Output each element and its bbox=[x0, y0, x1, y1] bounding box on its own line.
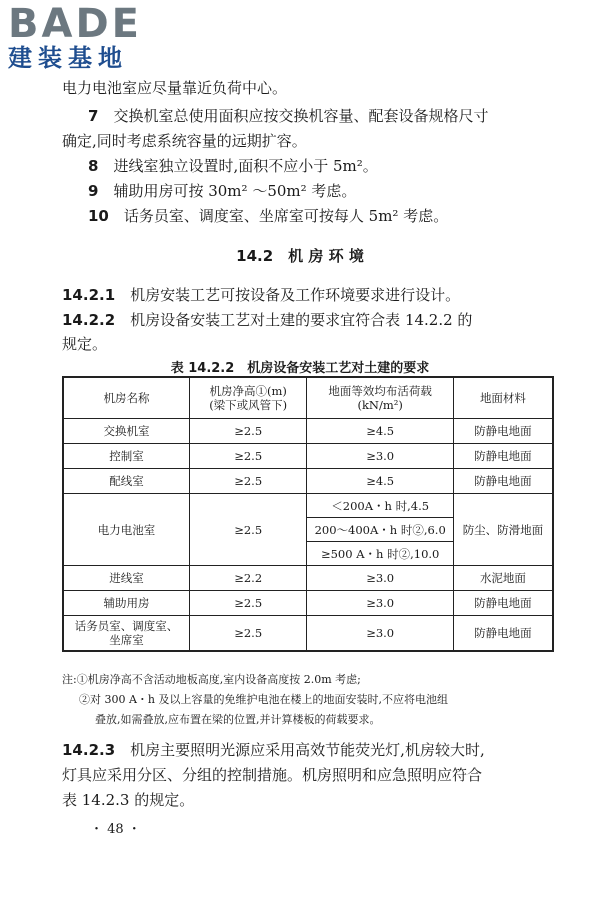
item-10 bbox=[88, 206, 448, 226]
item-10-number: 10 bbox=[88, 207, 109, 225]
cell-height: ≥2.5 bbox=[189, 419, 307, 444]
text-line-power-room: 电力电池室应尽量靠近负荷中心。 bbox=[62, 79, 288, 97]
clause-14-2-3-line2: 灯具应采用分区、分组的控制措施。机房照明和应急照明应符合 bbox=[62, 766, 483, 784]
cell-load-tier-3: ≥500 A・h 时②,10.0 bbox=[307, 542, 453, 566]
clause-14-2-3 bbox=[62, 740, 485, 760]
item-7-number: 7 bbox=[88, 107, 99, 125]
item-7-continued: 确定,同时考虑系统容量的远期扩容。 bbox=[62, 132, 307, 150]
logo-subtitle: 建装基地 bbox=[8, 44, 128, 72]
cell-floor: 防静电地面 bbox=[453, 419, 553, 444]
item-8-number: 8 bbox=[88, 157, 99, 175]
cell-height: ≥2.2 bbox=[189, 566, 307, 591]
clause-14-2-2-text: 机房设备安装工艺对土建的要求宜符合表 14.2.2 的 bbox=[130, 311, 473, 329]
cell-height: ≥2.5 bbox=[189, 469, 307, 494]
clause-14-2-1-text: 机房安装工艺可按设备及工作环境要求进行设计。 bbox=[130, 286, 461, 304]
cell-floor: 防静电地面 bbox=[453, 616, 553, 652]
table-row-battery bbox=[63, 494, 553, 518]
table-row bbox=[63, 444, 553, 469]
header-room-name: 机房名称 bbox=[63, 377, 189, 419]
cell-floor: 防静电地面 bbox=[453, 444, 553, 469]
table-title: 表 14.2.2 机房设备安装工艺对土建的要求 bbox=[170, 361, 430, 376]
cell-load-tier-2: 200～400A・h 时②,6.0 bbox=[307, 518, 453, 542]
table-row bbox=[63, 591, 553, 616]
item-10-text: 话务员室、调度室、坐席室可按每人 5m² 考虑。 bbox=[123, 207, 449, 225]
cell-load: ≥3.0 bbox=[307, 566, 453, 591]
requirements-table bbox=[62, 376, 554, 652]
publisher-logo bbox=[8, 1, 178, 72]
header-clear-height-line2: (梁下或风管下) bbox=[209, 398, 288, 412]
cell-room-name bbox=[63, 616, 189, 652]
table-note-1: 注:①机房净高不含活动地板高度,室内设备高度按 2.0m 考虑; bbox=[62, 673, 361, 686]
item-8-text: 进线室独立设置时,面积不应小于 5m²。 bbox=[113, 157, 378, 175]
clause-14-2-2-continued: 规定。 bbox=[62, 335, 108, 353]
cell-room-name: 配线室 bbox=[63, 469, 189, 494]
cell-room-name-line1: 话务员室、调度室、 bbox=[74, 619, 179, 633]
header-floor-load bbox=[307, 377, 453, 419]
header-clear-height-line1: 机房净高①(m) bbox=[209, 384, 287, 398]
item-9-text: 辅助用房可按 30m² ～50m² 考虑。 bbox=[113, 182, 357, 200]
item-7 bbox=[88, 106, 488, 126]
cell-floor: 防静电地面 bbox=[453, 591, 553, 616]
cell-floor: 防尘、防滑地面 bbox=[453, 494, 553, 566]
cell-room-name: 控制室 bbox=[63, 444, 189, 469]
item-9 bbox=[88, 181, 356, 201]
cell-room-name: 辅助用房 bbox=[63, 591, 189, 616]
section-heading: 14.2 机 房 环 境 bbox=[236, 247, 364, 265]
header-floor-load-line1: 地面等效均布活荷载 bbox=[328, 384, 432, 398]
table-row bbox=[63, 419, 553, 444]
cell-room-name-line2: 坐席室 bbox=[109, 633, 144, 647]
clause-14-2-2 bbox=[62, 310, 472, 330]
cell-load: ≥3.0 bbox=[307, 444, 453, 469]
cell-height: ≥2.5 bbox=[189, 616, 307, 652]
page-number: ・ 48 ・ bbox=[90, 822, 141, 837]
cell-room-name: 进线室 bbox=[63, 566, 189, 591]
cell-load: ≥4.5 bbox=[307, 469, 453, 494]
cell-load: ≥4.5 bbox=[307, 419, 453, 444]
cell-height: ≥2.5 bbox=[189, 494, 307, 566]
cell-load: ≥3.0 bbox=[307, 591, 453, 616]
header-floor-material: 地面材料 bbox=[453, 377, 553, 419]
table-row bbox=[63, 566, 553, 591]
item-9-number: 9 bbox=[88, 182, 99, 200]
cell-floor: 水泥地面 bbox=[453, 566, 553, 591]
cell-floor: 防静电地面 bbox=[453, 469, 553, 494]
cell-room-name: 电力电池室 bbox=[63, 494, 189, 566]
cell-height: ≥2.5 bbox=[189, 444, 307, 469]
clause-14-2-1-number: 14.2.1 bbox=[62, 286, 116, 304]
item-7-text: 交换机室总使用面积应按交换机容量、配套设备规格尺寸 bbox=[113, 107, 489, 125]
item-8 bbox=[88, 156, 378, 176]
clause-14-2-2-number: 14.2.2 bbox=[62, 311, 116, 329]
cell-height: ≥2.5 bbox=[189, 591, 307, 616]
cell-load-tier-1: ＜200A・h 时,4.5 bbox=[307, 494, 453, 518]
table-note-2-continued: 叠放,如需叠放,应布置在梁的位置,并计算楼板的荷载要求。 bbox=[95, 713, 381, 726]
cell-load: ≥3.0 bbox=[307, 616, 453, 652]
header-clear-height bbox=[189, 377, 307, 419]
logo-wordmark: BADE bbox=[8, 1, 142, 47]
table-note-2: ②对 300 A・h 及以上容量的免维护电池在楼上的地面安装时,不应将电池组 bbox=[79, 693, 449, 706]
clause-14-2-1 bbox=[62, 285, 460, 305]
clause-14-2-3-line3: 表 14.2.3 的规定。 bbox=[62, 791, 195, 809]
cell-room-name: 交换机室 bbox=[63, 419, 189, 444]
table-header-row bbox=[63, 377, 553, 419]
clause-14-2-3-number: 14.2.3 bbox=[62, 741, 116, 759]
clause-14-2-3-text: 机房主要照明光源应采用高效节能荧光灯,机房较大时, bbox=[130, 741, 485, 759]
header-floor-load-line2: (kN/m²) bbox=[357, 398, 403, 412]
table-row bbox=[63, 616, 553, 652]
table-row bbox=[63, 469, 553, 494]
